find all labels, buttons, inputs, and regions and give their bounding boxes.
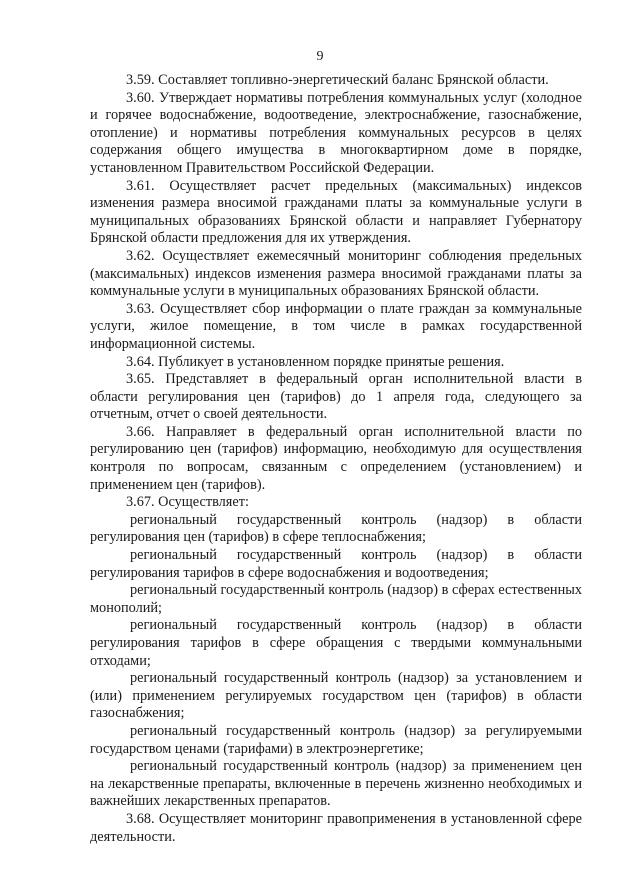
list-item: региональный государственный контроль (надзор) в области регулирования тарифов в сфере обращения с твердыми коммунальными отходами; <box>90 617 582 669</box>
document-body <box>90 72 582 846</box>
paragraph-3-61: 3.61. Осуществляет расчет предельных (максимальных) индексов изменения размера вносимой гражданами платы за коммунальные услуги в муниципальных образованиях Брянской области и направляет Губернатору Брянской области предложения для их утверждения. <box>90 177 582 247</box>
paragraph-3-68: 3.68. Осуществляет мониторинг правоприменения в установленной сфере деятельности. <box>90 810 582 845</box>
paragraph-3-62: 3.62. Осуществляет ежемесячный мониторинг соблюдения предельных (максимальных) индексов изменения размера вносимой гражданами платы за коммунальные услуги в муниципальных образованиях Брянской области. <box>90 247 582 300</box>
paragraph-3-59: 3.59. Составляет топливно-энергетический баланс Брянской области. <box>126 72 549 88</box>
paragraph-3-60: 3.60. Утверждает нормативы потребления коммунальных услуг (холодное и горячее водоснабжение, водоотведение, электроснабжение, газоснабжение, отопление) и нормативы потребления коммунальных ресурсов в целях содержания общего имущества в многоквартирном доме в порядке, установленном Правительством Российской Федерации. <box>90 89 582 176</box>
list-item: региональный государственный контроль (надзор) за применением цен на лекарственные препараты, включенные в перечень жизненно необходимых и важнейших лекарственных препаратов. <box>90 758 582 810</box>
page-number: 9 <box>316 49 324 64</box>
paragraph-3-66: 3.66. Направляет в федеральный орган исполнительной власти по регулированию цен (тарифов) информацию, необходимую для осуществления контроля по вопросам, связанным с определением (установлением) и применением цен (тарифов). <box>90 423 582 493</box>
paragraph-3-65: 3.65. Представляет в федеральный орган исполнительной власти в области регулирования цен (тарифов) до 1 апреля года, следующего за отчетным, отчет о своей деятельности. <box>90 371 582 423</box>
list-item: региональный государственный контроль (надзор) за установлением и (или) применением регулируемых государством цен (тарифов) в области газоснабжения; <box>90 670 582 722</box>
list-item: региональный государственный контроль (надзор) в сферах естественных монополий; <box>90 582 582 616</box>
paragraph-3-67: 3.67. Осуществляет: <box>126 494 249 511</box>
list-item: региональный государственный контроль (надзор) в области регулирования тарифов в сфере водоснабжения и водоотведения; <box>90 547 582 581</box>
paragraph-3-63: 3.63. Осуществляет сбор информации о плате граждан за коммунальные услуги, жилое помещение, в том числе в рамках государственной информационной системы. <box>90 300 582 352</box>
list-item: региональный государственный контроль (надзор) в области регулирования цен (тарифов) в сфере теплоснабжения; <box>90 511 582 546</box>
list-item: региональный государственный контроль (надзор) за регулируемыми государством ценами (тарифами) в электроэнергетике; <box>90 722 582 757</box>
paragraph-3-64: 3.64. Публикует в установленном порядке принятые решения. <box>126 353 505 370</box>
